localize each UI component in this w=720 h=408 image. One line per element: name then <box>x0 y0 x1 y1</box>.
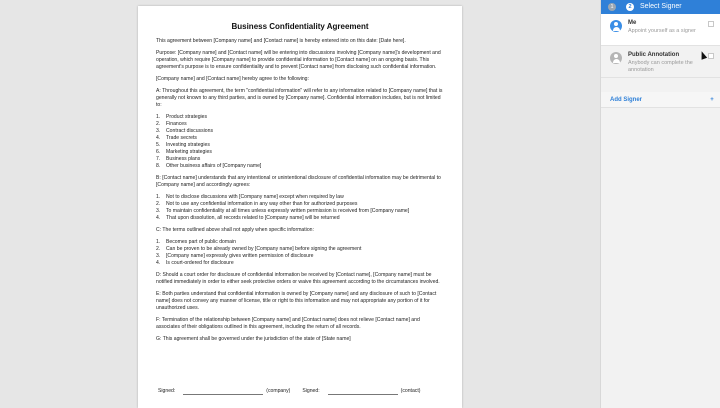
signed-label-contact: Signed: <box>302 388 320 394</box>
list-c <box>156 239 444 267</box>
panel-header <box>601 0 720 14</box>
add-signer-label: Add Signer <box>610 97 643 103</box>
list-item: 5. Investing strategies <box>156 142 210 148</box>
list-item: 4. Is court-ordered for disclosure <box>156 260 234 266</box>
user-icon <box>610 20 622 32</box>
contact-label: (contact) <box>400 388 421 394</box>
intro-paragraph: This agreement between [Company name] and [Contact name] is hereby entered into on this date: [Date here]. <box>156 38 406 44</box>
signer-panel <box>600 0 720 408</box>
document-page <box>138 6 462 408</box>
section-c-paragraph: C: The terms outlined above shall not apply when specific information: <box>156 227 314 233</box>
add-signer-button[interactable] <box>601 92 720 108</box>
signature-row <box>158 388 448 395</box>
section-e-paragraph: E: Both parties understand that confidential information is owned by [Company name] and any disclosure of such to [Contact name] does not convey any manner of license, title or right to this information and may not appropriate any portion of it for unauthorized uses. <box>156 291 437 311</box>
company-signature-line[interactable] <box>183 388 263 395</box>
contact-signature-line[interactable] <box>328 388 398 395</box>
section-f-paragraph: F: Termination of the relationship between [Company name] and [Contact name] does not relieve [Contact name] and associates of their obligations outlined in this agreement, including the return of all records. <box>156 317 420 330</box>
list-item: 7. Business plans <box>156 156 201 162</box>
signer-description: Anybody can complete the annotation <box>628 60 693 73</box>
list-b <box>156 194 444 222</box>
section-a-paragraph: A: Throughout this agreement, the term "confidential information" will refer to any information related to [Company name] that is generally not known to any third parties, and is owned by [Company name]. Confidential information includes, but is not limited to: <box>156 88 443 108</box>
list-item: 2. Not to use any confidential information in any way other than for authorized purposes <box>156 201 358 207</box>
list-item: 2. Finances <box>156 121 187 127</box>
list-item: 1. Becomes part of public domain <box>156 239 236 245</box>
agree-paragraph: [Company name] and [Contact name] hereby agree to the following: <box>156 76 309 82</box>
signed-label-company: Signed: <box>158 388 176 394</box>
signer-option-me[interactable] <box>601 14 720 46</box>
section-g-paragraph: G: This agreement shall be governed under the jurisdiction of the state of [State name] <box>156 336 351 342</box>
company-label: (company) <box>266 388 291 394</box>
signer-checkbox[interactable] <box>708 53 714 59</box>
list-item: 4. Trade secrets <box>156 135 197 141</box>
list-item: 3. To maintain confidentiality at all times unless expressly written permission is received from [Company name] <box>156 208 410 214</box>
signer-option-public-annotation[interactable] <box>601 46 720 78</box>
list-item: 6. Marketing strategies <box>156 149 212 155</box>
list-a <box>156 114 444 170</box>
purpose-paragraph: Purpose: [Company name] and [Contact name] will be entering into discussions involving [Company name]'s development and operation, which require [Company name] to provide confidential information to [Contact name] on an ongoing basis. This agreement's purpose is to ensure confidentiality and to prevent [Contact name] from disclosing such confidential information. <box>156 50 441 70</box>
user-icon <box>610 52 622 64</box>
signer-checkbox[interactable] <box>708 21 714 27</box>
section-d-paragraph: D: Should a court order for disclosure of confidential information be received by [Contact name], [Company name] must be notified immediately in order to either seek protective orders or waive this agreement according to the circumstances involved. <box>156 272 440 285</box>
section-b-paragraph: B: [Contact name] understands that any intentional or unintentional disclosure of confidential information may be detrimental to [Company name] and accordingly agrees: <box>156 175 441 188</box>
signer-description: Appoint yourself as a signer <box>628 28 696 34</box>
plus-icon: + <box>710 97 714 103</box>
signer-name: Public Annotation <box>628 52 680 58</box>
panel-title: Select Signer <box>640 3 682 10</box>
list-item: 1. Product strategies <box>156 114 208 120</box>
signer-name: Me <box>628 20 637 26</box>
step-badge: 2 <box>626 3 634 11</box>
list-item: 4. That upon dissolution, all records related to [Company name] will be returned <box>156 215 340 221</box>
document-title: Business Confidentiality Agreement <box>231 22 369 31</box>
list-item: 3. Contract discussions <box>156 128 213 134</box>
list-item: 8. Other business affairs of [Company name] <box>156 163 262 169</box>
list-item: 1. Not to disclose discussions with [Company name] except when required by law <box>156 194 344 200</box>
previous-step-badge[interactable]: 1 <box>608 3 616 11</box>
list-item: 2. Can be proven to be already owned by [Company name] before signing the agreement <box>156 246 362 252</box>
list-item: 3. [Company name] expressly gives written permission of disclosure <box>156 253 314 259</box>
